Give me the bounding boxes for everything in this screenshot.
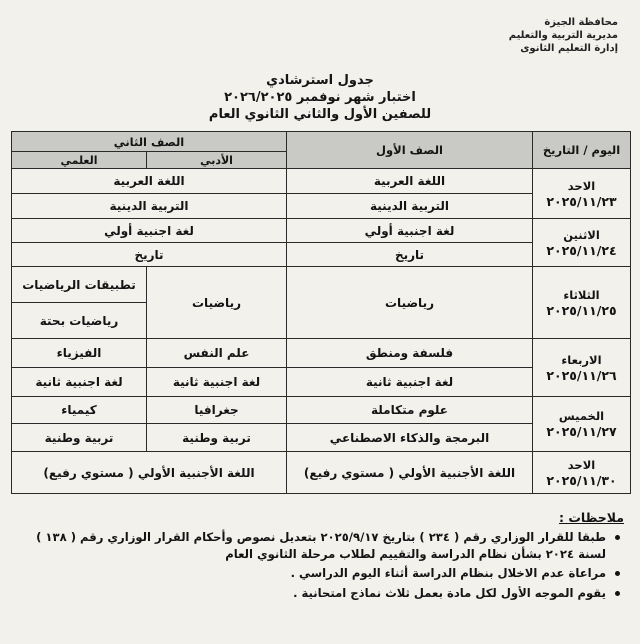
day-cell	[533, 397, 631, 452]
table-row	[12, 397, 631, 424]
governorate-name: محافظة الجيزة	[544, 17, 618, 28]
exam-date: ٢٠٢٥/١١/٢٤	[546, 242, 617, 258]
administration-name: إدارة التعليم الثانوى	[520, 43, 618, 54]
exam-date: ٢٠٢٥/١١/٢٦	[546, 367, 617, 383]
scientific-subject: تربية وطنية	[12, 424, 147, 452]
first-grade-subject: اللغة الأجنبية الأولي ( مستوي رفيع)	[287, 452, 533, 494]
notes-list	[16, 529, 624, 601]
directorate-name: مديرية التربية والتعليم	[508, 30, 618, 41]
title-line-3: للصفين الأول والثاني الثانوي العام	[208, 107, 432, 122]
header-scientific: العلمي	[12, 152, 147, 169]
literary-subject: علم النفس	[147, 339, 287, 368]
second-grade-subject: التربية الدينية	[12, 194, 287, 219]
second-grade-subject: اللغة العربية	[12, 169, 287, 194]
day-cell	[533, 267, 631, 339]
notes-title: ملاحظات :	[558, 510, 624, 525]
day-cell	[533, 452, 631, 494]
scientific-subject: كيمياء	[12, 397, 147, 424]
first-grade-subject: اللغة العربية	[287, 169, 533, 194]
day-name: الاحد	[567, 457, 596, 472]
literary-subject: لغة اجنبية ثانية	[147, 368, 287, 397]
day-cell	[533, 219, 631, 267]
header-literary: الأدبي	[147, 152, 287, 169]
first-grade-subject: تاريخ	[287, 243, 533, 267]
second-grade-subject: لغة اجنبية أولي	[12, 219, 287, 243]
exam-date: ٢٠٢٥/١١/٢٥	[546, 302, 617, 318]
first-grade-subject: البرمجة والذكاء الاصطناعي	[287, 424, 533, 452]
note-item: مراعاة عدم الاخلال بنظام الدراسة أثناء اليوم الدراسي .	[16, 565, 606, 582]
day-name: الخميس	[558, 409, 605, 423]
scientific-subject: لغة اجنبية ثانية	[12, 368, 147, 397]
day-name: الاربعاء	[561, 352, 602, 367]
title-line-1: جدول استرشادي	[266, 73, 374, 88]
scientific-subject: رياضيات بحتة	[12, 303, 147, 339]
second-grade-subject: تاريخ	[12, 243, 287, 267]
title-line-2: اختبار شهر نوفمبر ٢٠٢٦/٢٠٢٥	[224, 90, 416, 105]
notes-section	[16, 510, 624, 604]
first-grade-subject: لغة اجنبية ثانية	[287, 368, 533, 397]
header-second-grade: الصف الثاني	[12, 132, 287, 152]
note-item: طبقا للقرار الوزاري رقم ( ٢٣٤ ) بتاريخ ٢٠٢٥/٩/١٧ بتعديل نصوص وأحكام القرار الوزاري رقم ( ١٣٨ ) لسنة ٢٠٢٤ بشأن نظام الدراسة والتقييم لطلاب مرحلة الثانوي العام	[16, 529, 606, 562]
first-grade-subject: فلسفة ومنطق	[287, 339, 533, 368]
literary-subject: رياضيات	[147, 267, 287, 339]
first-grade-subject: رياضيات	[287, 267, 533, 339]
literary-subject: تربية وطنية	[147, 424, 287, 452]
table-row	[12, 339, 631, 368]
day-name: الاثنين	[563, 227, 600, 242]
table-row	[12, 452, 631, 494]
header-day-date: اليوم / التاريخ	[533, 132, 631, 169]
header-first-grade: الصف الأول	[287, 132, 533, 169]
table-row	[12, 169, 631, 194]
issuer-header	[509, 16, 618, 55]
scientific-subject: الفيزياء	[12, 339, 147, 368]
day-cell	[533, 169, 631, 219]
exam-date: ٢٠٢٥/١١/٣٠	[546, 472, 617, 488]
first-grade-subject: التربية الدينية	[287, 194, 533, 219]
scientific-subject: تطبيقات الرياضيات	[12, 267, 147, 303]
table-row	[12, 219, 631, 243]
document-title	[0, 72, 640, 123]
first-grade-subject: علوم متكاملة	[287, 397, 533, 424]
day-name: الاحد	[567, 178, 596, 193]
day-cell	[533, 339, 631, 397]
table-row	[12, 267, 631, 303]
exam-date: ٢٠٢٥/١١/٢٣	[546, 193, 617, 209]
first-grade-subject: لغة اجنبية أولي	[287, 219, 533, 243]
exam-date: ٢٠٢٥/١١/٢٧	[546, 424, 617, 439]
exam-schedule-table	[11, 131, 631, 494]
note-item: يقوم الموجه الأول لكل مادة بعمل ثلاث نماذج امتحانية .	[16, 585, 606, 602]
literary-subject: جغرافيا	[147, 397, 287, 424]
second-grade-subject: اللغة الأجنبية الأولي ( مستوي رفيع)	[12, 452, 287, 494]
day-name: الثلاثاء	[563, 287, 600, 302]
